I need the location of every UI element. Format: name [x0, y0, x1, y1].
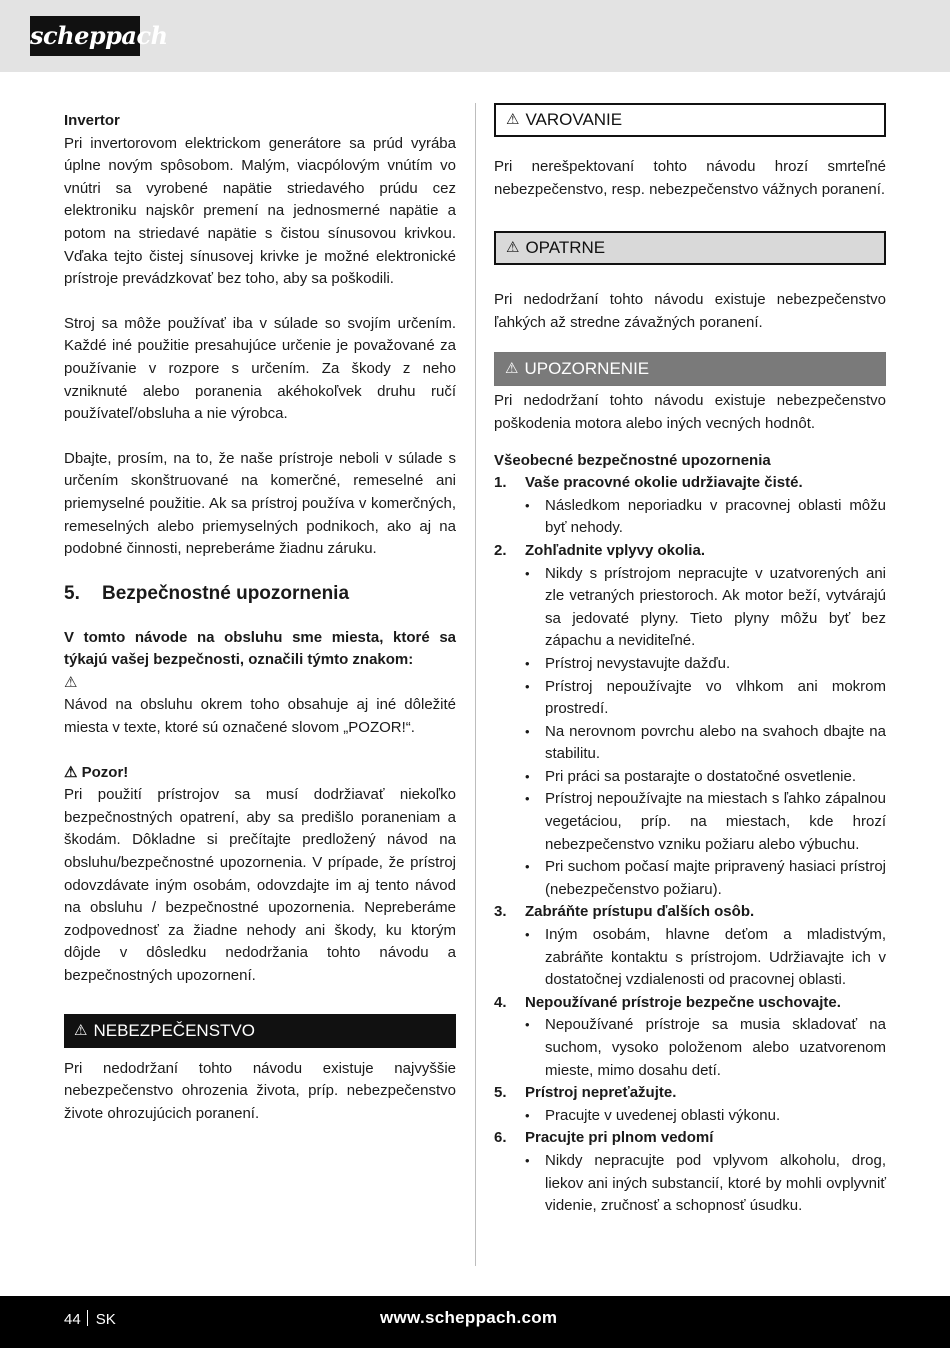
column-divider — [475, 103, 476, 1266]
bullet-item — [494, 1150, 886, 1218]
bullet-text: Nikdy nepracujte pod vplyvom alkoholu, drog, liekov ani iných substancií, ktoré by mohli ovplyvniť videnie, zručnosť a schopnosť úsudku. — [545, 1151, 886, 1215]
page-footer — [0, 1296, 950, 1348]
caution-box — [494, 231, 886, 265]
bullet-icon: • — [525, 1107, 530, 1123]
safety-item-heading — [494, 540, 886, 563]
caution-label: OPATRNE — [525, 238, 606, 258]
bullet-item — [494, 788, 886, 856]
danger-paragraph: Pri nedodržaní tohto návodu existuje najvyššie nebezpečenstvo ohrozenia života, príp. nebezpečenstvo živote ohrozujúcich poranení. — [64, 1059, 456, 1122]
page-number: 44 — [64, 1311, 81, 1328]
section-title: Bezpečnostné upozornenia — [102, 582, 350, 604]
safety-item-title: Zabráňte prístupu ďalších osôb. — [525, 903, 755, 921]
bullet-item — [494, 721, 886, 766]
bullet-text: Prístroj nepoužívajte na miestach s ľahko zápalnou vegetáciou, príp. na miestach, kde hrozí nebezpečenstvo vzniku požiaru alebo výbuchu. — [545, 790, 886, 853]
bullet-text: Pri suchom počasí majte pripravený hasiaci prístroj (nebezpečenstvo požiaru). — [545, 858, 886, 898]
bullet-icon: • — [525, 859, 530, 875]
left-column — [64, 110, 456, 1125]
danger-box — [64, 1014, 456, 1048]
page-number-block — [64, 1310, 116, 1328]
language-code: SK — [95, 1311, 116, 1328]
safety-item-number: 5. — [494, 1084, 507, 1102]
bullet-text: Iným osobám, hlavne deťom a mladistvým, zabráňte kontaktu s prístrojom. Udržiavajte ich v dostatočnej vzdialenosti od pracovnej oblasti. — [545, 926, 886, 989]
bullet-text: Na nerovnom povrchu alebo na svahoch dbajte na stabilitu. — [545, 722, 886, 763]
bullet-icon: • — [525, 1017, 530, 1033]
marked-places-text: Návod na obsluhu okrem toho obsahuje aj iné dôležité miesta v texte, ktoré sú označené slovom „POZOR!“. — [64, 696, 456, 737]
safety-item-title: Zohľadnite vplyvy okolia. — [525, 541, 705, 559]
warning-label: VAROVANIE — [525, 110, 623, 129]
bullet-icon: • — [525, 791, 530, 807]
pozor-title: Pozor! — [81, 763, 129, 781]
bullet-text: Nepoužívané prístroje sa musia skladovať na suchom, vysoko položenom alebo uzatvorenom mieste, mimo dosahu detí. — [545, 1016, 886, 1079]
safety-item-heading — [494, 472, 886, 495]
bullet-item — [494, 653, 886, 676]
bullet-text: Prístroj nepoužívajte vo vlhkom ani mokrom prostredí. — [545, 677, 886, 718]
safety-item-heading — [494, 992, 886, 1015]
intended-use-paragraph: Stroj sa môže používať iba v súlade so svojím určením. Každé iné použitie presahujúce určenie je považované za používanie v rozpore s určením. Za škody z neho vzniknuté alebo poranenia akéhokoľvek druhu ručí používateľ/obsluha a nie výrobca. — [64, 314, 456, 423]
warning-triangle-icon: ⚠ — [74, 1021, 88, 1039]
warning-triangle-icon: ⚠ — [64, 763, 78, 781]
warning-box — [494, 103, 886, 137]
footer-url: www.scheppach.com — [380, 1308, 558, 1327]
safety-item-title: Vaše pracovné okolie udržiavajte čisté. — [525, 474, 803, 492]
bullet-icon: • — [525, 497, 530, 513]
bullet-icon: • — [525, 565, 530, 581]
bullet-item — [494, 766, 886, 789]
safety-item-title: Nepoužívané prístroje bezpečne uschovajte. — [525, 993, 841, 1011]
bullet-icon: • — [525, 678, 530, 694]
safety-item-heading — [494, 1127, 886, 1150]
warning-triangle-icon: ⚠ — [505, 360, 519, 378]
danger-label: NEBEZPEČENSTVO — [93, 1020, 255, 1040]
bullet-item — [494, 676, 886, 721]
warning-triangle-icon: ⚠ — [506, 111, 520, 128]
bullet-text: Nikdy s prístrojom nepracujte v uzatvorených ani zle vetraných priestoroch. Ak motor beží, vytvárajú sa jedovaté plyny. Tieto plyny môžu byť bez zápachu a neviditeľné. — [545, 564, 886, 650]
safety-item-number: 2. — [494, 541, 507, 559]
scheppach-logo: scheppach — [30, 16, 140, 56]
section-number: 5. — [64, 582, 80, 604]
bullet-text: Prístroj nevystavujte dažďu. — [545, 654, 731, 672]
safety-item-heading — [494, 1082, 886, 1105]
bullet-icon: • — [525, 927, 530, 943]
bullet-item — [494, 563, 886, 653]
safety-item-number: 3. — [494, 903, 507, 921]
notice-box — [494, 352, 886, 386]
caution-paragraph: Pri nedodržaní tohto návodu existuje nebezpečenstvo ľahkých až stredne závažných poranení. — [494, 291, 886, 331]
page-header — [0, 0, 950, 72]
safety-item-number: 4. — [494, 993, 507, 1011]
safety-item-title: Pracujte pri plnom vedomí — [525, 1129, 714, 1147]
bullet-text: Pri práci sa postarajte o dostatočné osvetlenie. — [545, 767, 857, 785]
bullet-text: Následkom neporiadku v pracovnej oblasti môžu byť nehody. — [545, 496, 886, 537]
marked-places-bold: V tomto návode na obsluhu sme miesta, ktoré sa týkajú vašej bezpečnosti, označili týmto znakom: — [64, 628, 456, 669]
bullet-item — [494, 1105, 886, 1128]
general-safety-title: Všeobecné bezpečnostné upozornenia — [494, 451, 771, 469]
bullet-item — [494, 856, 886, 901]
warning-paragraph: Pri nerešpektovaní tohto návodu hrozí smrteľné nebezpečenstvo, resp. nebezpečenstvo vážnych poranení. — [494, 158, 886, 198]
bullet-icon: • — [525, 1152, 530, 1168]
warning-triangle-icon: ⚠ — [64, 673, 78, 691]
notice-paragraph: Pri nedodržaní tohto návodu existuje nebezpečenstvo poškodenia motora alebo iných vecných hodnôt. — [494, 392, 886, 432]
inverter-title: Invertor — [64, 112, 120, 129]
bullet-icon: • — [525, 655, 530, 671]
safety-item-number: 6. — [494, 1129, 507, 1147]
safety-item-title: Prístroj nepreťažujte. — [525, 1084, 677, 1102]
bullet-icon: • — [525, 723, 530, 739]
section-heading — [64, 581, 456, 607]
bullet-item — [494, 1014, 886, 1082]
warning-triangle-icon: ⚠ — [506, 239, 520, 257]
bullet-text: Pracujte v uvedenej oblasti výkonu. — [545, 1106, 781, 1124]
safety-item-heading — [494, 901, 886, 924]
bullet-item — [494, 924, 886, 992]
notice-label: UPOZORNENIE — [524, 359, 650, 379]
right-column — [494, 103, 886, 1218]
inverter-paragraph: Pri invertorovom elektrickom generátore sa prúd vyrába úplne novým spôsobom. Malým, viacpólovým vnútím vo vnútri sa vyrobené napätie striedavého prúdu cez elektroniku najskôr premení na jednosmerné napätie a potom na striedavé napätie s čistou sínusovou krivkou. Vďaka tejto čistej sínusovej krivke je možné elektronické prístroje prevádzkovať bez toho, aby sa poškodili. — [64, 134, 456, 288]
safety-list — [494, 472, 886, 1218]
bullet-icon: • — [525, 768, 530, 784]
commercial-use-paragraph: Dbajte, prosím, na to, že naše prístroje neboli v súlade s určením skonštruované na komerčné, remeselné ani priemyselné použitie. Ak sa prístroj používa v komerčných, remeselných alebo priemyselných podnikoch, ako aj na podobné činnosti, nepreberáme žiadnu záruku. — [64, 449, 456, 558]
pozor-heading — [64, 762, 456, 785]
pozor-paragraph: Pri použití prístrojov sa musí dodržiavať niekoľko bezpečnostných opatrení, aby sa predišlo poraneniam a škodám. Dôkladne si prečítajte predložený návod na obsluhu/bezpečnostné upozornenia. V prípade, že prístroj odovzdávate iným osobám, odovzdajte im aj tento návod na obsluhu / bezpečnostné upozornenia. Nepreberáme zodpovednosť za žiadne nehody ani škody, ku ktorým dôjde v dôsledku nedodržania tohto návodu a bezpečnostných upozornení. — [64, 786, 456, 984]
safety-item-number: 1. — [494, 474, 507, 492]
bullet-item — [494, 495, 886, 540]
